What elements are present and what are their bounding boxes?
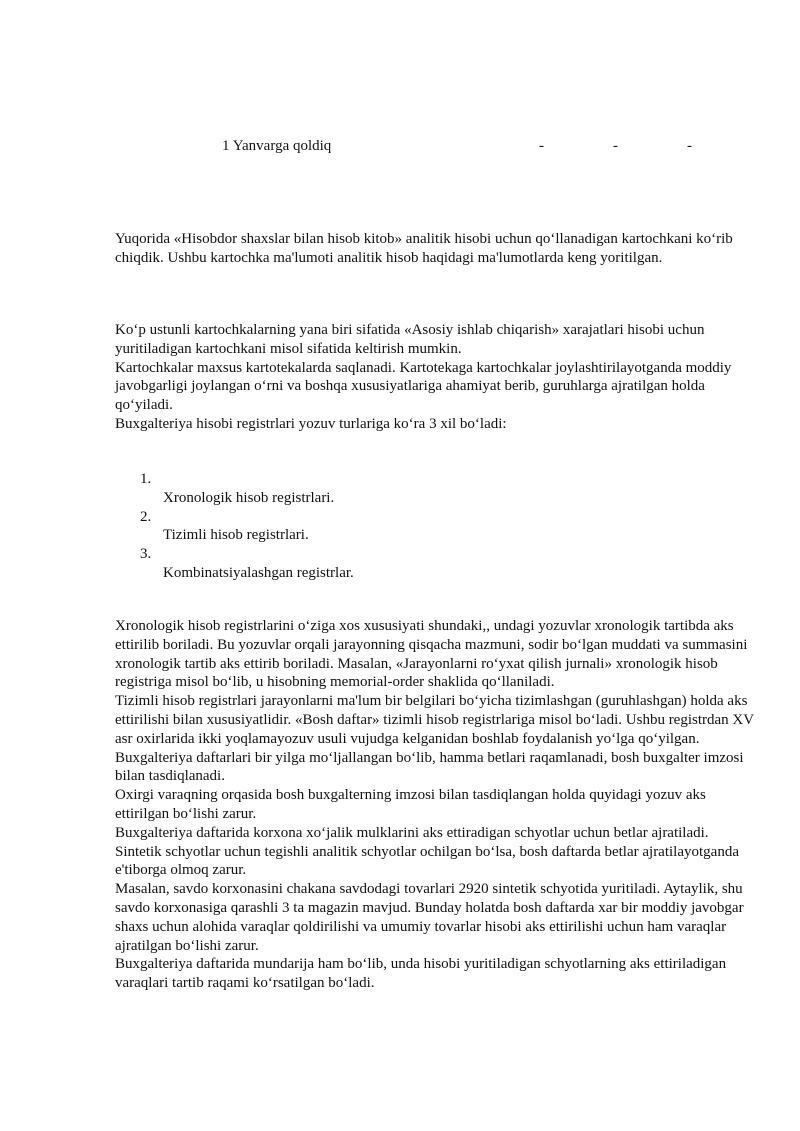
list-item bbox=[115, 545, 755, 583]
list-text: Tizimli hisob registrlari. bbox=[163, 527, 309, 544]
paragraph: Buxgalteriya daftarida mundarija ham bo‘lib, unda hisobi yuritiladigan schyotlarning aks ettiriladigan varaqlari tartib raqami ko‘rsatilgan bo‘ladi. bbox=[115, 956, 727, 992]
paragraph: Buxgalteriya daftarida korxona xo‘jalik mulklarini aks ettiradigan schyotlar uchun betlar ajratiladi. Sintetik schyotlar uchun tegishli analitik schyotlar ochilgan bo‘lsa, bosh daftarda betlar ajratilayotganda e'tiborga olmoq zarur. bbox=[115, 824, 739, 879]
intro-section bbox=[115, 230, 755, 268]
list-item bbox=[115, 470, 755, 508]
list-item bbox=[115, 508, 755, 546]
registers-section bbox=[115, 617, 755, 993]
row-cell-3: - bbox=[687, 138, 692, 154]
list-number: 1. bbox=[140, 471, 152, 487]
paragraph: Kartochkalar maxsus kartotekalarda saqlanadi. Kartotekaga kartochkalar joylashtirilayotganda moddiy javobgarligi joylangan o‘rni va boshqa xususiyatlariga ahamiyat berib, guruhlarga ajratilgan holda qo‘yiladi. bbox=[115, 359, 732, 414]
row-cell-1: - bbox=[539, 138, 544, 154]
paragraph: Buxgalteriya hisobi registrlari yozuv turlariga ko‘ra 3 xil bo‘ladi: bbox=[115, 415, 507, 432]
paragraph: Ko‘p ustunli kartochkalarning yana biri sifatida «Asosiy ishlab chiqarish» xarajatlari hisobi uchun yuritiladigan kartochkani misol sifatida keltirish mumkin. bbox=[115, 322, 705, 357]
paragraph: Buxgalteriya daftarlari bir yilga mo‘ljallangan bo‘lib, hamma betlari raqamlanadi, bosh buxgalter imzosi bilan tasdiqlanadi. bbox=[115, 749, 744, 785]
list-text: Kombinatsiyalashgan registrlar. bbox=[163, 564, 354, 581]
paragraph: Oxirgi varaqning orqasida bosh buxgalterning imzosi bilan tasdiqlangan holda quyidagi yozuv aks ettirilgan bo‘lishi zarur. bbox=[115, 787, 706, 822]
list-text: Xronologik hisob registrlari. bbox=[163, 489, 335, 506]
paragraph: Masalan, savdo korxonasini chakana savdodagi tovarlari 2920 sintetik schyotida yuritiladi. Aytaylik, shu savdo korxonasiga qarashli 3 ta magazin mavjud. Bunday holatda bosh daftarda xar bir moddiy javobgar shaxs uchun alohida varaqlar qoldirilishi va umumiy tovarlar hisobi aks ettirilishi uchun ham varaqlar ajratilgan bo‘lishi zarur. bbox=[115, 881, 744, 954]
list-number: 3. bbox=[140, 546, 152, 563]
paragraph: Tizimli hisob registrlari jarayonlarni ma'lum bir belgilari bo‘yicha tizimlashgan (guruhlashgan) holda aks ettirilishi bilan xususiyatlidir. «Bosh daftar» tizimli hisob registrlariga misol bo‘ladi. Ushbu registrdan XV asr oxirlarida ikki yoqlamayozuv usuli vujudga kelganidan boshlab foydalanish yo‘lga qo‘yilgan. bbox=[115, 693, 754, 747]
row-label: 1 Yanvarga qoldiq bbox=[222, 138, 332, 154]
register-types-list bbox=[115, 470, 755, 583]
list-number: 2. bbox=[140, 508, 152, 525]
paragraph: Yuqorida «Hisobdor shaxslar bilan hisob kitob» analitik hisobi uchun qo‘llanadigan kartochkani ko‘rib chiqdik. Ushbu kartochka ma'lumoti analitik hisob haqidagi ma'lumotlarda keng yoritilgan. bbox=[115, 231, 733, 266]
row-cell-2: - bbox=[613, 138, 618, 154]
paragraph: Xronologik hisob registrlarini o‘ziga xos xususiyati shundaki,, undagi yozuvlar xronologik tartibda aks ettirilib boriladi. Bu yozuvlar orqali jarayonning qisqacha mazmuni, sodir bo‘lgan muddati va summasini xronologik tartib aks ettirib boriladi. Masalan, «Jarayonlarni ro‘yxat qilish jurnali» xronologik hisob registriga misol bo‘lib, u hisobning memorial-order shaklida qo‘llaniladi. bbox=[115, 618, 748, 691]
cards-section bbox=[115, 321, 755, 434]
